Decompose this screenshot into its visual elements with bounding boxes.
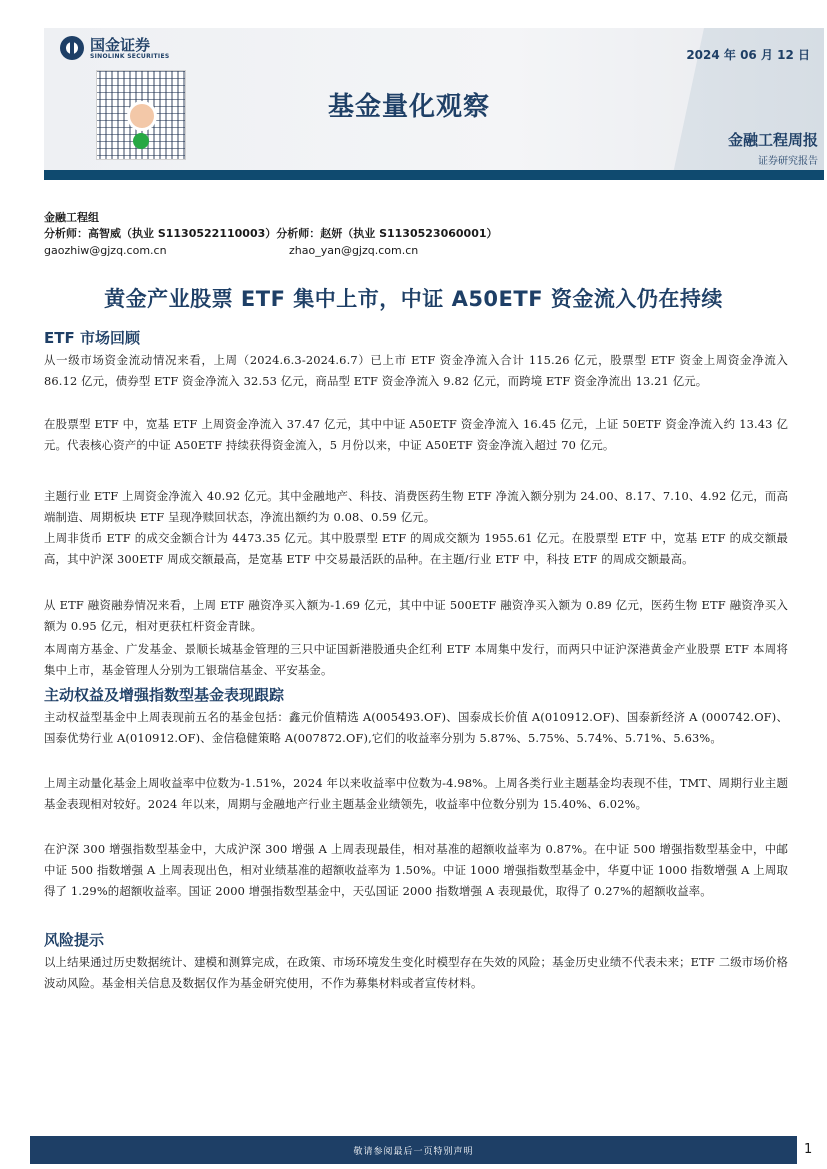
wechat-icon xyxy=(133,133,149,149)
analyst-email-2[interactable]: zhao_yan@gjzq.com.cn xyxy=(289,244,419,257)
page-footer xyxy=(30,1136,797,1164)
company-logo xyxy=(60,36,169,60)
paragraph: 从 ETF 融资融券情况来看，上周 ETF 融资净买入额为-1.69 亿元，其中中证 500ETF 融资净买入额为 0.89 亿元，医药生物 ETF 融资净买入额为 0.95 亿元，相对更获杠杆资金青睐。 xyxy=(44,598,788,634)
report-headline: 黄金产业股票 ETF 集中上市，中证 A50ETF 资金流入仍在持续 xyxy=(104,287,723,311)
report-banner xyxy=(44,28,824,180)
paragraph: 本周南方基金、广发基金、景顺长城基金管理的三只中证国新港股通央企红利 ETF 本周集中发行，而两只中证沪深港黄金产业股票 ETF 本周将集中上市，基金管理人分别为工银瑞信基金、平安基金。 xyxy=(44,642,788,678)
paragraph: 以上结果通过历史数据统计、建模和测算完成，在政策、市场环境发生变化时模型存在失效的风险；基金历史业绩不代表未来；ETF 二级市场价格波动风险。基金相关信息及数据仅作为基金研究使用，不作为募集材料或者宣传材料。 xyxy=(44,955,788,991)
section-heading-etf: ETF 市场回顾 xyxy=(44,329,140,347)
analyst-list: 分析师：高智威（执业 S1130522110003）分析师：赵妍（执业 S1130523060001） xyxy=(44,227,498,240)
team-name: 金融工程组 xyxy=(44,211,99,224)
paragraph: 主题行业 ETF 上周资金净流入 40.92 亿元。其中金融地产、科技、消费医药生物 ETF 净流入额分别为 24.00、8.17、7.10、4.92 亿元，而高端制造、周期板块 ETF 呈现净赎回状态，净流出额约为 0.08、0.59 亿元。 xyxy=(44,489,788,525)
page-number: 1 xyxy=(804,1142,813,1157)
section-heading-active: 主动权益及增强指数型基金表现跟踪 xyxy=(44,686,285,704)
paragraph: 上周主动量化基金上周收益率中位数为-1.51%，2024 年以来收益率中位数为-4.98%。上周各类行业主题基金均表现不佳，TMT、周期行业主题基金表现相对较好。2024 年以来，周期与金融地产行业主题基金业绩领先，收益率中位数分别为 15.40%、6.02%。 xyxy=(44,776,788,812)
paragraph: 主动权益型基金中上周表现前五名的基金包括：鑫元价值精选 A(005493.OF)、国泰成长价值 A(010912.OF)、国泰新经济 A (000742.OF)、国泰优势行业 A(010912.OF)、金信稳健策略 A(007872.OF),它们的收益率分别为 5.87%、5.75%、5.74%、5.71%、5.63%。 xyxy=(44,710,788,746)
paragraph: 在股票型 ETF 中，宽基 ETF 上周资金净流入 37.47 亿元，其中中证 A50ETF 资金净流入 16.45 亿元，上证 50ETF 资金净流入约 13.43 亿元。代表核心资产的中证 A50ETF 持续获得资金流入，5 月份以来，中证 A50ETF 资金净流入超过 70 亿元。 xyxy=(44,417,788,453)
qr-center-badge xyxy=(127,101,157,131)
report-type: 金融工程周报 xyxy=(727,131,818,149)
logo-name-cn: 国金证券 xyxy=(90,35,151,54)
report-category: 证券研究报告 xyxy=(758,156,818,167)
report-date: 2024 年 06 月 12 日 xyxy=(686,48,810,62)
logo-name-en: SINOLINK SECURITIES xyxy=(90,52,170,60)
banner-stripe xyxy=(44,170,824,180)
footer-disclaimer: 敬请参阅最后一页特别声明 xyxy=(353,1147,474,1157)
section-heading-risk: 风险提示 xyxy=(44,931,105,949)
report-series-title: 基金量化观察 xyxy=(328,92,491,122)
qr-code-icon xyxy=(96,70,186,160)
paragraph: 在沪深 300 增强指数型基金中，大成沪深 300 增强 A 上周表现最佳，相对基准的超额收益率为 0.87%。在中证 500 增强指数型基金中，中邮中证 500 指数增强 A 上周表现出色，相对业绩基准的超额收益率为 1.50%。中证 1000 增强指数型基金中，华夏中证 1000 指数增强 A 上周取得了 1.29%的超额收益率。国证 2000 增强指数型基金中，天弘国证 2000 指数增强 A 表现最优，取得了 0.27%的超额收益率。 xyxy=(44,842,788,899)
logo-icon xyxy=(60,36,84,60)
paragraph: 上周非货币 ETF 的成交金额合计为 4473.35 亿元。其中股票型 ETF 的周成交额为 1955.61 亿元。在股票型 ETF 中，宽基 ETF 的成交额最高，其中沪深 300ETF 周成交额最高，是宽基 ETF 中交易最活跃的品种。在主题/行业 ETF 中，科技 ETF 的周成交额最高。 xyxy=(44,531,788,567)
analyst-email-1[interactable]: gaozhiw@gjzq.com.cn xyxy=(44,244,167,257)
paragraph: 从一级市场资金流动情况来看，上周（2024.6.3-2024.6.7）已上市 ETF 资金净流入合计 115.26 亿元，股票型 ETF 资金上周资金净流入 86.12 亿元，债券型 ETF 资金净流入 32.53 亿元，商品型 ETF 资金净流入 9.82 亿元，而跨境 ETF 资金净流出 13.21 亿元。 xyxy=(44,353,788,389)
